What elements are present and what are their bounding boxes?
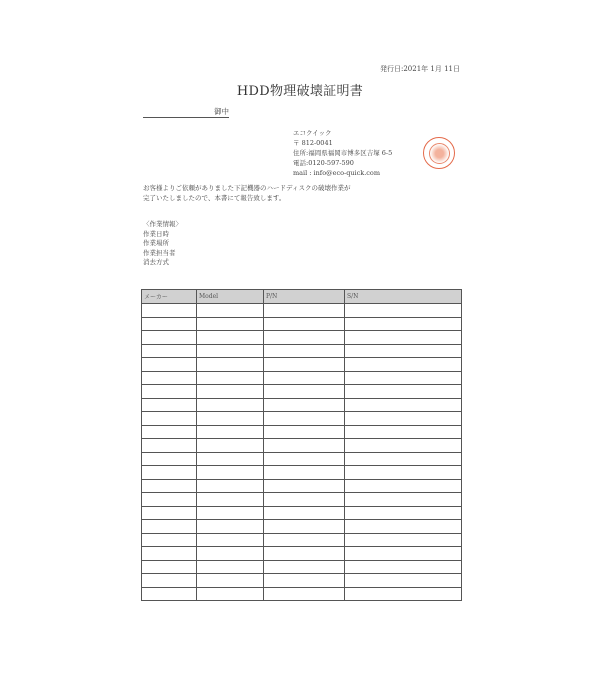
table-cell [345,547,462,561]
table-row [142,371,462,385]
table-cell [197,344,264,358]
table-cell [142,466,197,480]
table-row [142,479,462,493]
table-cell [264,331,345,345]
company-mail: mail : info@eco-quick.com [293,169,380,177]
table-row [142,506,462,520]
col-header-maker: メーカー [142,290,197,304]
table-cell [264,317,345,331]
table-cell [345,493,462,507]
table-cell [197,317,264,331]
table-cell [345,506,462,520]
table-row [142,304,462,318]
table-cell [345,344,462,358]
table-cell [197,398,264,412]
table-row [142,412,462,426]
table-cell [197,304,264,318]
table-cell [142,317,197,331]
table-row [142,574,462,588]
table-cell [197,493,264,507]
table-cell [264,398,345,412]
table-cell [197,479,264,493]
table-cell [142,425,197,439]
col-header-pn: P/N [264,290,345,304]
table-cell [142,304,197,318]
table-cell [345,412,462,426]
table-cell [264,547,345,561]
table-cell [197,520,264,534]
table-cell [142,533,197,547]
table-row [142,452,462,466]
table-row [142,560,462,574]
table-row [142,331,462,345]
table-cell [197,533,264,547]
table-row [142,385,462,399]
table-cell [345,479,462,493]
document-title: HDD物理破壊証明書 [236,84,364,99]
table-cell [264,520,345,534]
table-cell [264,574,345,588]
table-cell [197,574,264,588]
table-row [142,439,462,453]
table-cell [264,412,345,426]
table-cell [345,398,462,412]
table-cell [264,439,345,453]
table-cell [142,574,197,588]
table-row [142,358,462,372]
table-cell [345,560,462,574]
table-row [142,493,462,507]
company-name: エコクイック [293,129,332,137]
table-cell [264,506,345,520]
table-cell [345,385,462,399]
table-row [142,533,462,547]
table-row [142,520,462,534]
table-row [142,547,462,561]
table-cell [142,587,197,601]
table-row [142,466,462,480]
table-cell [345,331,462,345]
table-cell [345,574,462,588]
table-cell [142,520,197,534]
table-row [142,344,462,358]
message-line: 完了いたしましたので、本書にて報告致します。 [143,194,286,202]
table-cell [142,439,197,453]
table-row [142,587,462,601]
table-cell [142,412,197,426]
table-cell [197,439,264,453]
addressee-line [143,107,229,118]
table-cell [264,344,345,358]
col-header-model: Model [197,290,264,304]
table-cell [345,425,462,439]
table-cell [264,493,345,507]
table-cell [142,452,197,466]
table-cell [197,547,264,561]
company-postal: 〒 812-0041 [293,139,333,147]
table-cell [264,466,345,480]
table-cell [142,493,197,507]
table-cell [197,371,264,385]
table-row [142,425,462,439]
company-address: 住所:福岡県福岡市博多区吉塚 6-5 [293,149,393,157]
table-cell [264,587,345,601]
table-cell [142,385,197,399]
table-cell [197,412,264,426]
company-info [293,128,392,178]
addressee-suffix: 御中 [214,107,229,116]
table-cell [345,533,462,547]
table-header-row [142,290,462,304]
company-seal-icon [423,137,455,169]
table-cell [197,425,264,439]
table-cell [264,533,345,547]
work-info-date: 作業日時 [143,229,169,238]
table-cell [345,317,462,331]
table-cell [142,344,197,358]
work-info [143,220,182,268]
table-cell [345,452,462,466]
table-cell [142,506,197,520]
table-row [142,317,462,331]
table-cell [197,358,264,372]
table-cell [345,371,462,385]
table-cell [142,331,197,345]
table-cell [142,479,197,493]
table-cell [197,587,264,601]
table-cell [264,304,345,318]
table-cell [264,560,345,574]
table-cell [264,371,345,385]
table-cell [142,547,197,561]
work-info-location: 作業場所 [143,239,169,247]
table-cell [345,439,462,453]
report-message [143,183,350,203]
table-cell [142,358,197,372]
col-header-sn: S/N [345,290,462,304]
table-cell [142,560,197,574]
table-cell [345,520,462,534]
table-row [142,398,462,412]
table-cell [197,385,264,399]
table-cell [197,466,264,480]
table-cell [264,425,345,439]
work-info-method: 消去方式 [143,258,169,266]
table-cell [345,358,462,372]
issue-date: 発行日:2021年 1月 11日 [380,65,460,73]
company-phone: 電話:0120-597-590 [293,159,354,167]
table-cell [345,304,462,318]
hdd-table [141,289,462,601]
work-info-person: 作業担当者 [143,248,176,257]
table-cell [142,371,197,385]
table-cell [197,560,264,574]
table-cell [345,587,462,601]
message-line: お客様よりご依頼がありました下記機器のハードディスクの破壊作業が [143,184,351,192]
table-cell [197,452,264,466]
table-cell [197,331,264,345]
table-cell [345,466,462,480]
table-body [142,304,462,601]
table-cell [142,398,197,412]
table-cell [264,385,345,399]
work-info-heading: 〈作業情報〉 [143,220,182,228]
table-cell [197,506,264,520]
table-cell [264,479,345,493]
table-cell [264,452,345,466]
table-cell [264,358,345,372]
